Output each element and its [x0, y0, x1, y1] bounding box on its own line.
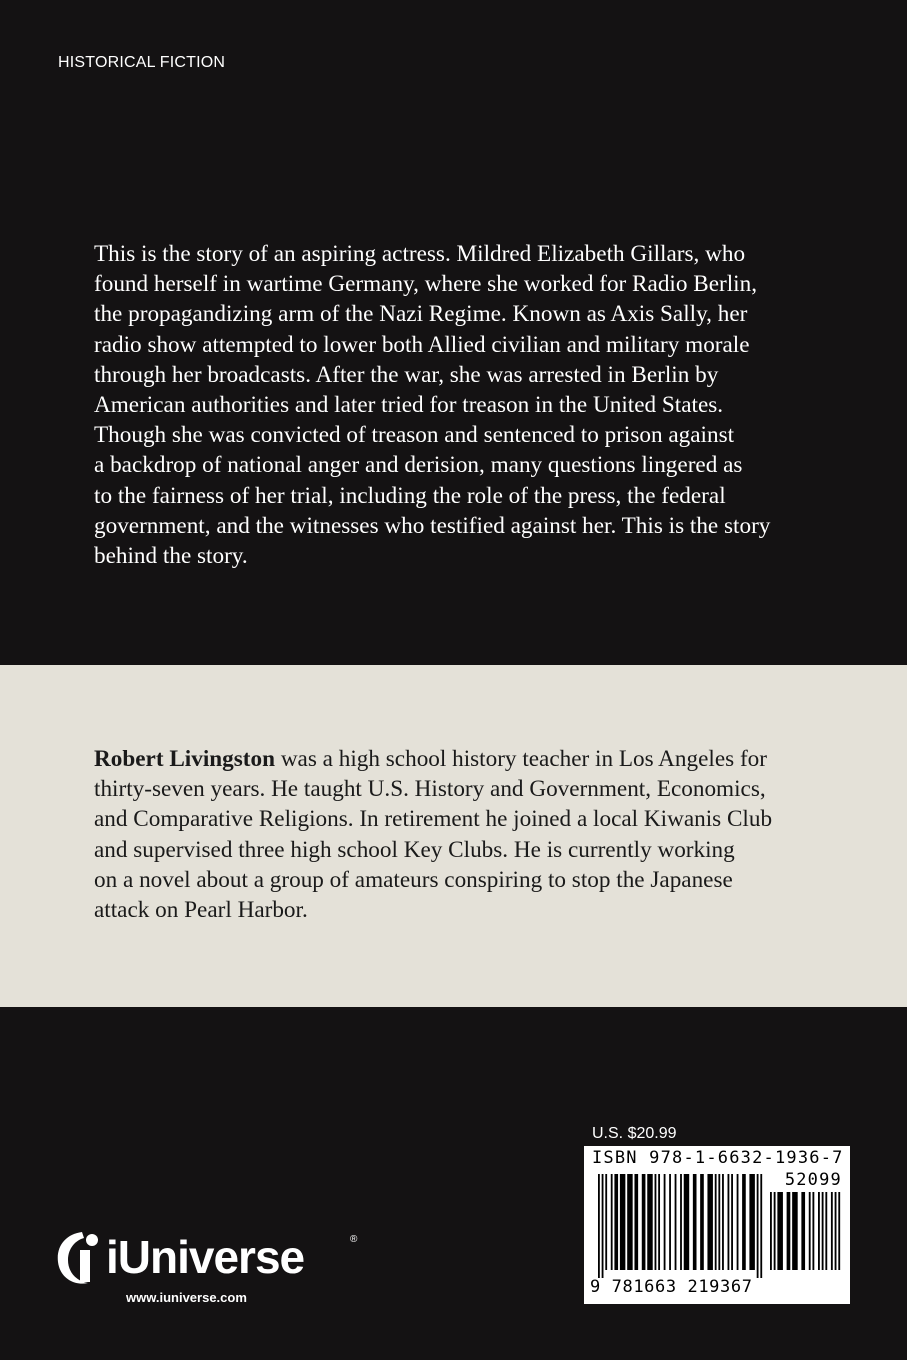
barcode-bar — [760, 1174, 762, 1278]
barcode-bar — [731, 1174, 733, 1270]
barcode-bar — [787, 1192, 791, 1270]
barcode-bar — [777, 1192, 783, 1270]
barcode-bar — [825, 1192, 827, 1270]
barcode-bar — [605, 1174, 607, 1270]
barcode-bar — [664, 1174, 666, 1270]
genre-label: HISTORICAL FICTION — [58, 54, 226, 71]
barcode-bar — [684, 1174, 689, 1270]
bio-line: on a novel about a group of amateurs conspiring to stop the Japanese — [94, 866, 733, 893]
barcode-bar — [658, 1174, 660, 1270]
author-name: Robert Livingston — [94, 746, 276, 772]
barcode-addon-number: 52099 — [784, 1170, 842, 1190]
barcode-bar — [792, 1192, 798, 1270]
barcode-bar — [757, 1174, 759, 1278]
description-line: Though she was convicted of treason and sentenced to prison against — [94, 422, 735, 449]
barcode-bar — [647, 1174, 652, 1270]
description-line: This is the story of an aspiring actress. Mildred Elizabeth Gillars, who — [94, 241, 746, 267]
publisher-url: www.iuniverse.com — [126, 1290, 247, 1305]
description-line: behind the story. — [94, 543, 248, 570]
barcode-bar — [801, 1192, 805, 1270]
isbn-barcode — [584, 1146, 850, 1304]
barcode-bar — [627, 1174, 632, 1270]
barcode-bar — [809, 1192, 811, 1270]
barcode-main-bars — [598, 1174, 764, 1278]
barcode-bar — [822, 1192, 824, 1270]
barcode-bar — [655, 1174, 657, 1270]
author-bio — [94, 744, 824, 925]
barcode-bar — [642, 1174, 646, 1270]
description-line: the propagandizing arm of the Nazi Regime. Known as Axis Sally, her — [94, 301, 748, 328]
isbn-number: ISBN 978-1-6632-1936-7 — [592, 1148, 844, 1168]
barcode-bar — [838, 1192, 840, 1270]
barcode-bar — [634, 1174, 638, 1270]
barcode-bar — [722, 1174, 724, 1270]
description-line: radio show attempted to lower both Allied civilian and military morale — [94, 331, 750, 358]
registered-mark: ® — [350, 1234, 358, 1245]
price-label: U.S. $20.99 — [592, 1125, 677, 1142]
barcode-bar — [700, 1174, 704, 1270]
barcode-bar — [707, 1174, 712, 1270]
barcode-bar — [749, 1174, 754, 1270]
barcode-bar — [737, 1174, 739, 1270]
barcode-bar — [812, 1192, 814, 1270]
barcode-bar — [675, 1174, 677, 1270]
description-line: found herself in wartime Germany, where she worked for Radio Berlin, — [94, 271, 757, 298]
barcode-bar — [728, 1174, 730, 1270]
description-line: through her broadcasts. After the war, she was arrested in Berlin by — [94, 361, 719, 388]
barcode-bar — [611, 1174, 613, 1270]
publisher-name: iUniverse — [106, 1231, 305, 1283]
barcode-bar — [598, 1174, 600, 1278]
bio-line: and Comparative Religions. In retirement he joined a local Kiwanis Club — [94, 806, 773, 833]
publisher-logo — [54, 1228, 358, 1305]
bio-line — [94, 744, 824, 774]
bio-line: and supervised three high school Key Clubs. He is currently working — [94, 836, 735, 863]
barcode-bar — [715, 1174, 717, 1270]
description-line: American authorities and later tried for treason in the United States. — [94, 392, 724, 419]
barcode-bar — [831, 1192, 833, 1270]
description-line: government, and the witnesses who testified against her. This is the story — [94, 512, 771, 539]
barcode-bar — [718, 1174, 720, 1270]
barcode-bar — [693, 1174, 697, 1270]
barcode-bar — [770, 1192, 772, 1270]
iuniverse-swirl-icon — [54, 1228, 106, 1288]
barcode-bar — [614, 1174, 618, 1270]
bio-line: attack on Pearl Harbor. — [94, 897, 308, 924]
barcode-bar — [818, 1192, 820, 1270]
author-bio-panel — [0, 665, 907, 1007]
barcode-bar — [835, 1192, 837, 1270]
barcode-bar — [774, 1192, 776, 1270]
barcode-bar — [669, 1174, 671, 1270]
barcode-bar — [602, 1174, 604, 1278]
description-line: a backdrop of national anger and derision, many questions lingered as — [94, 452, 743, 479]
bio-first-line: was a high school history teacher in Los Angeles for — [275, 746, 767, 772]
bio-line: thirty-seven years. He taught U.S. History and Government, Economics, — [94, 776, 766, 803]
description-line: to the fairness of her trial, including the role of the press, the federal — [94, 482, 726, 509]
ean-number: 9 781663 219367 — [590, 1277, 753, 1297]
barcode-addon-bars — [770, 1192, 842, 1278]
barcode-bar — [620, 1174, 625, 1270]
barcode-bar — [742, 1174, 746, 1270]
barcode-bar — [680, 1174, 682, 1270]
book-description — [94, 239, 824, 571]
